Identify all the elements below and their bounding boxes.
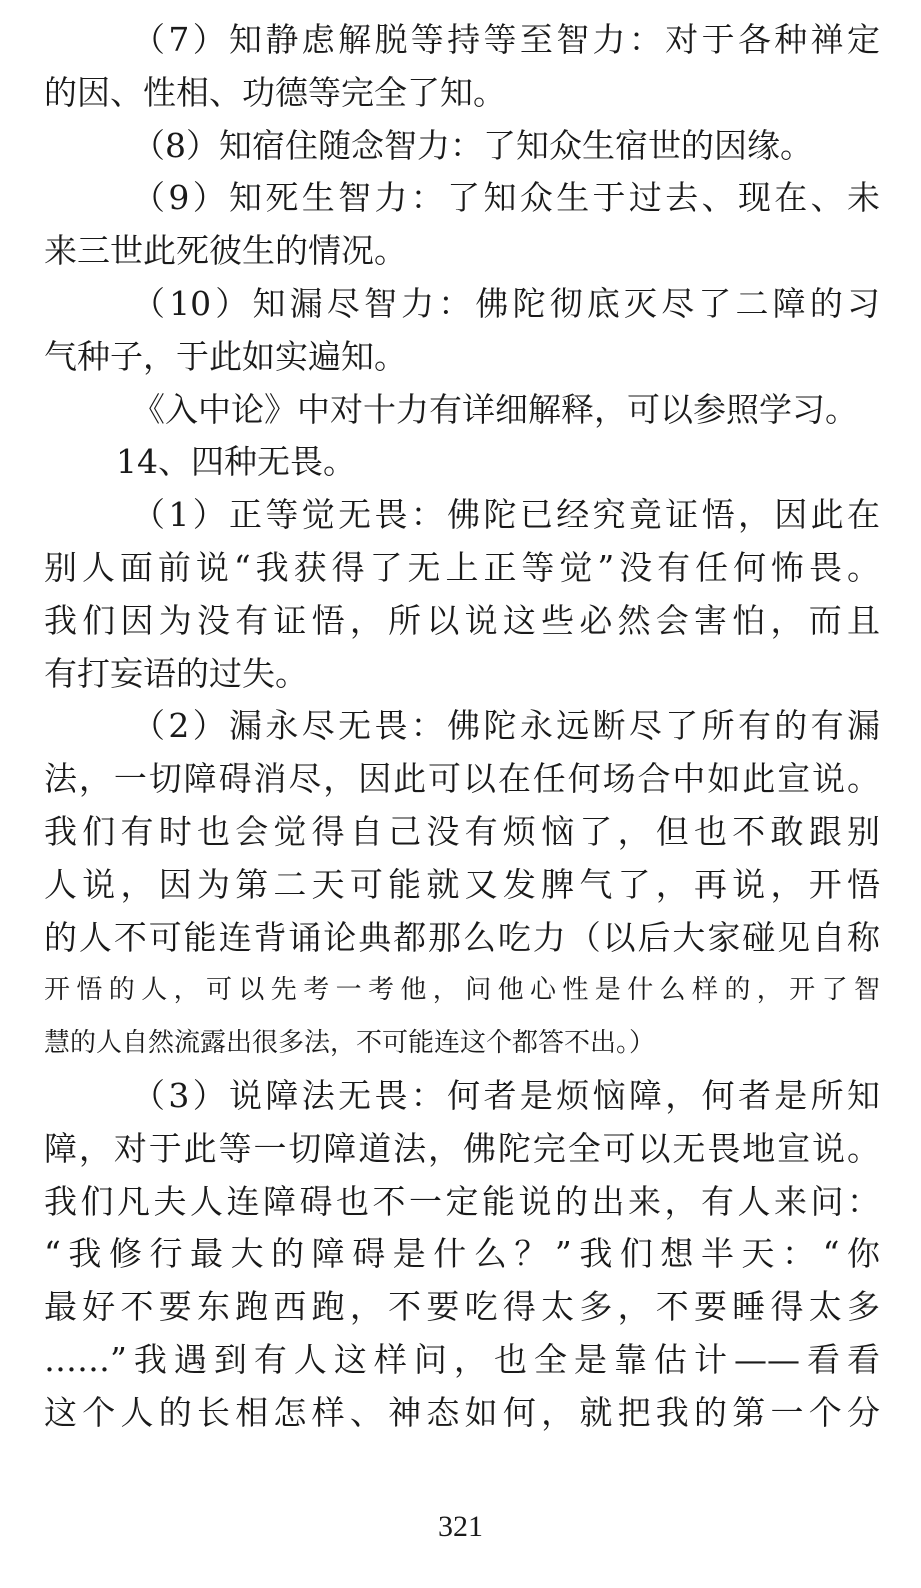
text-line: 来三世此死彼生的情况。 [44, 231, 407, 271]
text-line: 这个人的长相怎样、神态如何，就把我的第一个分 [44, 1392, 880, 1432]
text-line: 的因、性相、功德等完全了知。 [44, 72, 506, 112]
text-line: （3）说障法无畏：何者是烦恼障，何者是所知 [132, 1075, 880, 1115]
text-line: （9）知死生智力：了知众生于过去、现在、未 [132, 178, 880, 218]
text-line: 障，对于此等一切障道法，佛陀完全可以无畏地宣说。 [44, 1128, 880, 1168]
text-line: “我修行最大的障碍是什么？”我们想半天：“你 [44, 1234, 880, 1274]
text-line: （10）知漏尽智力：佛陀彻底灭尽了二障的习 [132, 283, 880, 323]
text-line: 法，一切障碍消尽，因此可以在任何场合中如此宣说。 [44, 759, 880, 799]
text-line: （8）知宿住随念智力：了知众生宿世的因缘。 [132, 125, 813, 165]
text-line: ……”我遇到有人这样问，也全是靠估计——看看 [44, 1339, 880, 1379]
annotation-line: 开悟的人，可以先考一考他，问他心性是什么样的，开了智 [44, 975, 880, 1006]
text-line: 《入中论》中对十力有详细解释，可以参照学习。 [132, 389, 858, 429]
section-heading: 14、四种无畏。 [116, 442, 356, 482]
page-number: 321 [438, 1510, 483, 1543]
document-body [44, 14, 880, 1440]
text-line: 气种子，于此如实遍知。 [44, 336, 407, 376]
text-line: 最好不要东跑西跑，不要吃得太多，不要睡得太多 [44, 1287, 880, 1327]
text-line: 我们有时也会觉得自己没有烦恼了，但也不敢跟别 [44, 811, 880, 851]
text-line: 别人面前说“我获得了无上正等觉”没有任何怖畏。 [44, 547, 880, 587]
text-line: 我们因为没有证悟，所以说这些必然会害怕，而且 [44, 600, 880, 640]
annotation-line: 慧的人自然流露出很多法，不可能连这个都答不出。） [44, 1028, 656, 1059]
text-line: 人说，因为第二天可能就又发脾气了，再说，开悟 [44, 864, 880, 904]
text-line: （2）漏永尽无畏：佛陀永远断尽了所有的有漏 [132, 706, 880, 746]
text-line: （7）知静虑解脱等持等至智力：对于各种禅定 [132, 20, 880, 59]
text-line: （1）正等觉无畏：佛陀已经究竟证悟，因此在 [132, 495, 880, 535]
text-line: 我们凡夫人连障碍也不一定能说的出来，有人来问： [44, 1181, 880, 1221]
text-line: 的人不可能连背诵论典都那么吃力（以后大家碰见自称 [44, 917, 880, 957]
text-line: 有打妄语的过失。 [44, 653, 308, 693]
